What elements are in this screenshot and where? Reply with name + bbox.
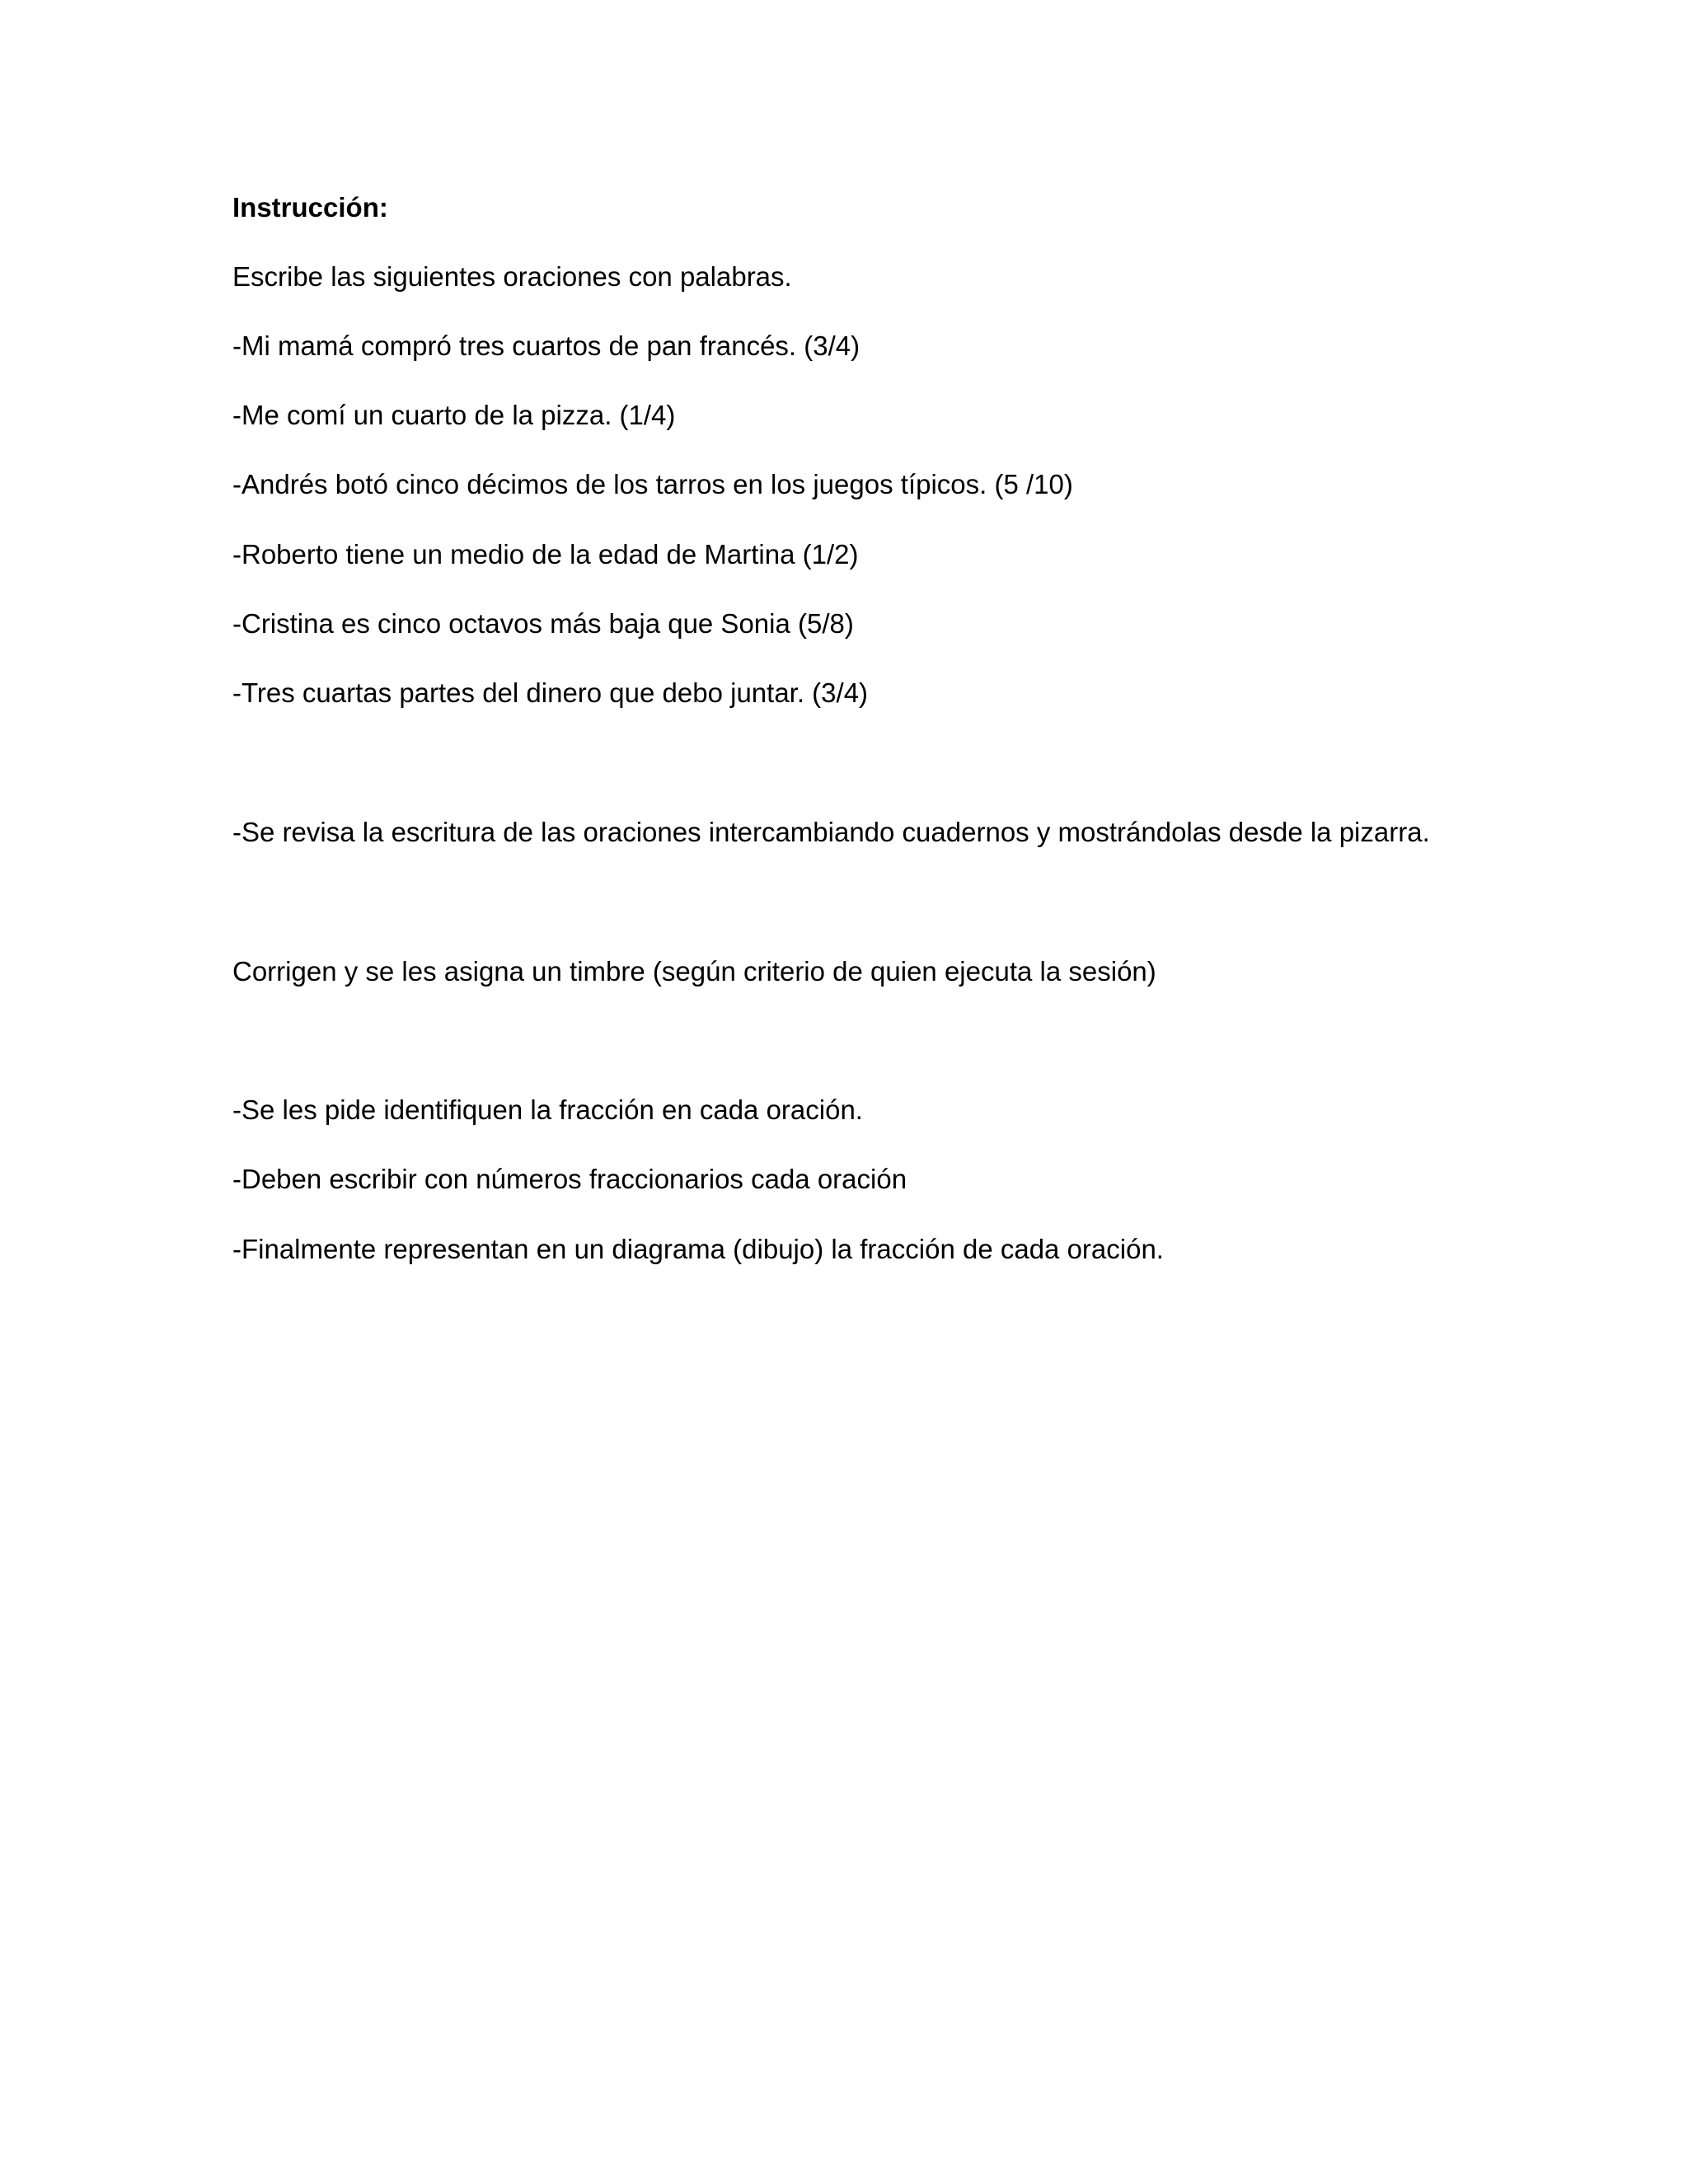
sentence-item: -Roberto tiene un medio de la edad de Martina (1/2): [232, 539, 859, 569]
sentence-item: -Cristina es cinco octavos más baja que Sonia (5/8): [232, 608, 854, 639]
task-item: -Finalmente representan en un diagrama (dibujo) la fracción de cada oración.: [232, 1234, 1164, 1264]
sentence-item: -Me comí un cuarto de la pizza. (1/4): [232, 400, 676, 430]
instruction-heading: Instrucción:: [232, 192, 388, 223]
instruction-intro: Escribe las siguientes oraciones con palabras.: [232, 261, 792, 292]
sentence-item: -Mi mamá compró tres cuartos de pan francés. (3/4): [232, 330, 860, 361]
review-paragraph: -Se revisa la escritura de las oraciones intercambiando cuadernos y mostrándolas desde la pizarra.: [232, 817, 1430, 847]
task-item: -Se les pide identifiquen la fracción en cada oración.: [232, 1094, 863, 1125]
sentence-item: -Tres cuartas partes del dinero que debo juntar. (3/4): [232, 677, 869, 708]
correction-paragraph: Corrigen y se les asigna un timbre (según criterio de quien ejecuta la sesión): [232, 956, 1156, 987]
sentence-item: -Andrés botó cinco décimos de los tarros en los juegos típicos. (5 /10): [232, 469, 1073, 499]
task-item: -Deben escribir con números fraccionarios cada oración: [232, 1164, 907, 1194]
